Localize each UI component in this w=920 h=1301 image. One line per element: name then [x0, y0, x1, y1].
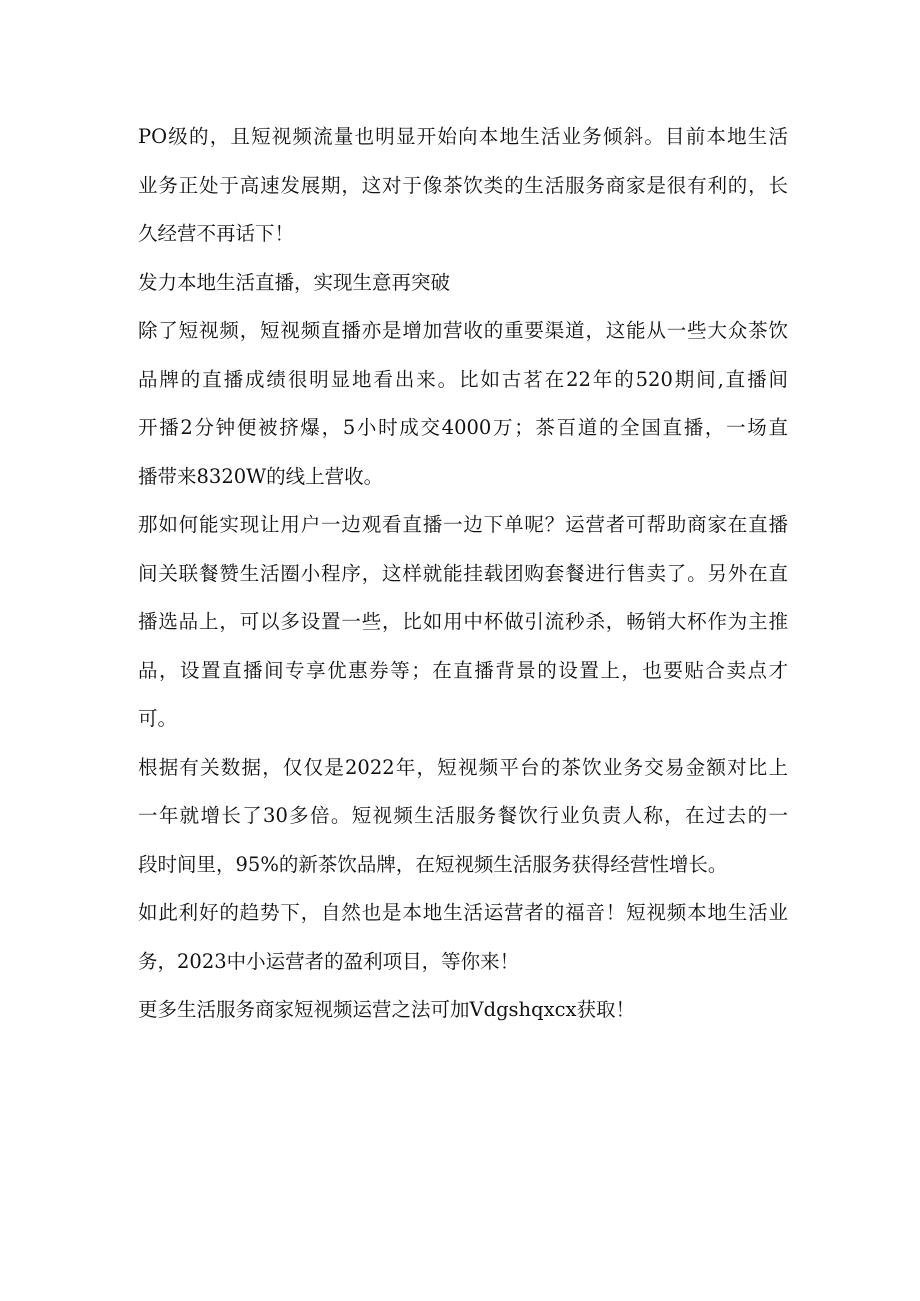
section-heading [138, 259, 788, 308]
heading-line: 发力本地生活直播，实现生意再突破 [138, 270, 451, 294]
text-line: 开播2分钟便被挤爆，5小时成交4000万；茶百道的全国直播，一场直 [138, 416, 788, 439]
paragraph-how-to [138, 501, 788, 744]
paragraph-live-stream [138, 307, 788, 501]
text-line: 播选品上，可以多设置一些，比如用中杯做引流秒杀，畅销大杯作为主推 [138, 610, 788, 633]
text-line: 播带来8320W的线上营收。 [138, 464, 384, 488]
text-line: 品牌的直播成绩很明显地看出来。比如古茗在22年的520期间,直播间 [138, 367, 788, 391]
text-line: 务，2023中小运营者的盈利项目，等你来！ [138, 949, 520, 973]
text-line: 品，设置直播间专享优惠券等；在直播背景的设置上，也要贴合卖点才 [138, 658, 788, 682]
text-line: 如此利好的趋势下，自然也是本地生活运营者的福音！短视频本地生活业 [138, 901, 788, 924]
paragraph-contact [138, 986, 788, 1035]
text-line: 根据有关数据，仅仅是2022年，短视频平台的茶饮业务交易金额对比上 [138, 755, 788, 779]
contact-line: 更多生活服务商家短视频运营之法可加Vdgshqxcx获取！ [138, 998, 636, 1021]
paragraph-data [138, 744, 788, 890]
text-line: 间关联餐赞生活圈小程序，这样就能挂载团购套餐进行售卖了。另外在直 [138, 561, 788, 585]
text-line: 业务正处于高速发展期，这对于像茶饮类的生活服务商家是很有利的，长 [138, 173, 788, 197]
paragraph-outlook [138, 889, 788, 986]
text-line: 那如何能实现让用户一边观看直播一边下单呢？运营者可帮助商家在直播 [138, 513, 788, 536]
text-line: PO级的，且短视频流量也明显开始向本地生活业务倾斜。目前本地生活 [138, 125, 788, 148]
paragraph-intro [138, 113, 788, 259]
text-line: 一年就增长了30多倍。短视频生活服务餐饮行业负责人称，在过去的一 [138, 804, 788, 827]
document-body [138, 113, 788, 1035]
text-line: 除了短视频，短视频直播亦是增加营收的重要渠道，这能从一些大众茶饮 [138, 319, 788, 342]
text-line: 段时间里，95%的新茶饮品牌，在短视频生活服务获得经营性增长。 [138, 852, 728, 876]
text-line: 可。 [138, 707, 178, 730]
text-line: 久经营不再话下！ [138, 222, 295, 245]
